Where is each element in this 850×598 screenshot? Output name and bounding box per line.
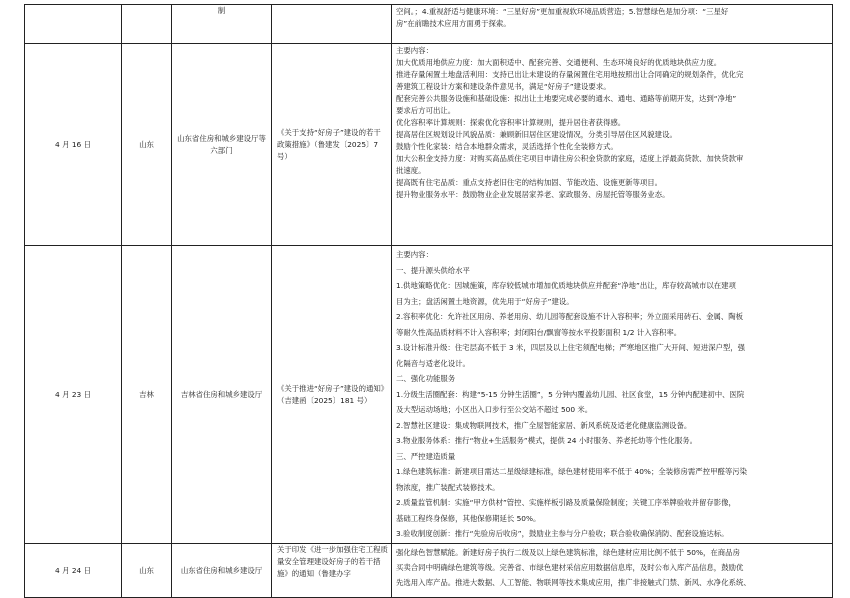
content-line: 要求后方可出让。 bbox=[396, 106, 456, 115]
table-row bbox=[25, 544, 833, 598]
content-line: 优化容积率计算规则：探索优化容积率计算规则，提升居住者获得感。 bbox=[396, 118, 626, 127]
content-line: 推进存量闲置土地盘活利用：支持已出让未建设的存量闲置住宅用地按照出让合同确定的规划条件，优化完 bbox=[396, 70, 744, 79]
date-cell bbox=[25, 5, 122, 44]
policy-cell: 《关于支持“好房子”建设的若干政策措施》（鲁建发〔2025〕7 号） bbox=[272, 44, 392, 246]
dept-cell: 山东省住房和城乡建设厅 bbox=[172, 544, 272, 598]
content-line: 提高居住区规划设计风貌品质：兼顾新旧居住区建设情况，分类引导居住区风貌建设。 bbox=[396, 130, 677, 139]
content-line: 1.绿色建筑标准：新建项目需达二星级绿建标准，绿色建材使用率不低于 40%；全装修房需严控甲醛等污染 bbox=[396, 467, 748, 476]
content-line: 物浓度，推广装配式装修技术。 bbox=[396, 482, 500, 492]
content-line: 基础工程终身保修，其他保修期延长 50%。 bbox=[396, 513, 541, 523]
policy-cell bbox=[272, 5, 392, 44]
content-line: 3.物业服务体系：推行“物业+生活服务”模式，提供 24 小时服务、养老托幼等个性化服务。 bbox=[396, 436, 698, 445]
content-line: 目为主；盘活闲置土地资源，优先用于“好房子”建设。 bbox=[396, 296, 574, 306]
content-line: 空间。；4.重视舒适与健康环境：“三星好房”更加重视软环境品质营造；5.智慧绿色是加分项：“三星好 bbox=[396, 7, 729, 16]
content-line: 1.分级生活圈配套：构建“5-15 分钟生活圈”，5 分钟内覆盖幼儿园、社区食堂，15 分钟内配建初中、医院 bbox=[396, 389, 745, 399]
content-cell bbox=[392, 544, 833, 598]
dept-cell: 制 bbox=[172, 5, 272, 44]
content-line: 买卖合同中明确绿色建筑等级。完善省、市绿色建材采信应用数据信息库，及时公布入库产品信息，鼓励优 bbox=[396, 563, 744, 572]
content-line: 主要内容： bbox=[396, 46, 433, 55]
content-line: 3.设计标准升级：住宅层高不低于 3 米，四层及以上住宅须配电梯；严寒地区推广大开间、短进深户型，强 bbox=[396, 343, 746, 352]
province-cell: 山东 bbox=[122, 44, 172, 246]
content-line: 先选用入库产品。推进大数据、人工智能、物联网等技术集成应用，推广非接触式门禁、新风、水净化系统、 bbox=[396, 578, 751, 587]
content-line: 3.验收制度创新：推行“先验房后收房”，鼓励业主参与分户验收；联合验收确保消防、配套设施达标。 bbox=[396, 529, 729, 538]
content-line: 二、强化功能服务 bbox=[396, 374, 456, 383]
dept-cell: 山东省住房和城乡建设厅等六部门 bbox=[172, 44, 272, 246]
policy-table bbox=[24, 4, 833, 598]
content-line: 及大型运动场地；小区出入口步行至公交站不超过 500 米。 bbox=[396, 405, 593, 414]
content-line: 鼓励个性化家装：结合本地群众需求，灵活选择个性化全装修方式。 bbox=[396, 142, 618, 151]
content-line: 主要内容： bbox=[396, 250, 433, 259]
content-line: 强化绿色智慧赋能。新建好房子执行二级及以上绿色建筑标准，绿色建材应用比例不低于 50%，在商品房 bbox=[396, 548, 740, 557]
date-cell: 4 月 23 日 bbox=[25, 246, 122, 544]
content-cell bbox=[392, 44, 833, 246]
date-cell: 4 月 16 日 bbox=[25, 44, 122, 246]
policy-cell: 关于印发《进一步加强住宅工程质量安全管理建设好房子的若干措施》的通知（鲁建办字 bbox=[272, 544, 392, 598]
province-cell: 山东 bbox=[122, 544, 172, 598]
content-line: 一、提升源头供给水平 bbox=[396, 265, 470, 275]
content-cell bbox=[392, 5, 833, 44]
content-line: 加大公积金支持力度：对购买高品质住宅项目申请住房公积金贷款的家庭，适度上浮最高贷款、加快贷款审 bbox=[396, 154, 744, 163]
content-line: 等耐久性高品质材料不计入容积率；封闭阳台/飘窗等按水平投影面积 1/2 计入容积率。 bbox=[396, 327, 682, 337]
content-cell bbox=[392, 246, 833, 544]
content-line: 提高既有住宅品质：重点支持老旧住宅的结构加固、节能改造、设施更新等项目。 bbox=[396, 178, 663, 187]
content-line: 2.智慧社区建设：集成物联网技术，推广全屋智能家居、新风系统及适老化健康监测设备。 bbox=[396, 420, 692, 430]
province-cell bbox=[122, 5, 172, 44]
content-line: 化隔音与适老化设计。 bbox=[396, 358, 470, 368]
content-line: 三、严控建造质量 bbox=[396, 451, 456, 461]
content-line: 房”在前瞻技术应用方面勇于探索。 bbox=[396, 19, 511, 28]
date-cell: 4 月 24 日 bbox=[25, 544, 122, 598]
table-row bbox=[25, 246, 833, 544]
content-line: 配套完善公共服务设施和基础设施：拟出让土地要完成必要的通水、通电、通路等前期开发，达到“净地” bbox=[396, 94, 737, 103]
policy-cell: 《关于推进“好房子”建设的通知》（吉建函〔2025〕181 号） bbox=[272, 246, 392, 544]
content-line: 2.容积率优化：允许社区用房、养老用房、幼儿园等配套设施不计入容积率；外立面采用砖石、金属、陶板 bbox=[396, 312, 744, 321]
content-line: 提升物业服务水平：鼓励物业企业发展居家养老、家政服务、房屋托管等服务业态。 bbox=[396, 190, 670, 199]
content-line: 善建筑工程设计方案和建设条件意见书，满足“好房子”建设要求。 bbox=[396, 82, 611, 91]
content-line: 1.供地策略优化：因城施策，库存较低城市增加优质地块供应并配套“净地”出让，库存较高城市以在建项 bbox=[396, 281, 736, 290]
table-row bbox=[25, 44, 833, 246]
content-line: 加大优质用地供应力度：加大面积适中、配套完善、交通便利、生态环境良好的优质地块供应力度。 bbox=[396, 58, 722, 67]
content-line: 批速度。 bbox=[396, 166, 426, 175]
content-line: 2.质量监管机制：实施“甲方供材”管控、实施样板引路及质量保险制度；关键工序举牌验收并留存影像， bbox=[396, 498, 736, 507]
table-row bbox=[25, 5, 833, 44]
dept-cell: 吉林省住房和城乡建设厅 bbox=[172, 246, 272, 544]
province-cell: 吉林 bbox=[122, 246, 172, 544]
